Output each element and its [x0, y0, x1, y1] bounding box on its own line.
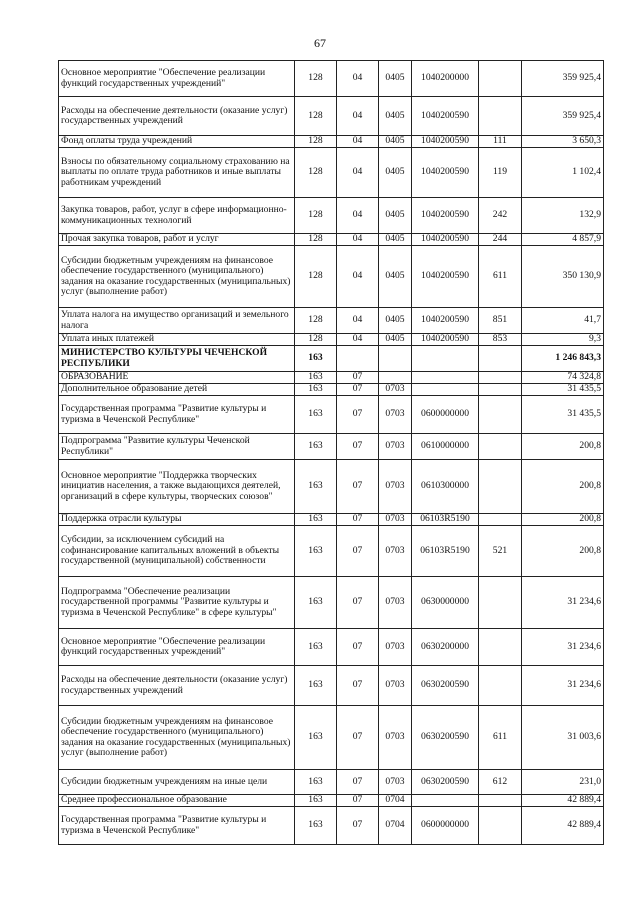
cell-ministry-code: 128: [295, 334, 337, 346]
cell-subsection: 0405: [379, 148, 412, 198]
cell-name: Государственная программа "Развитие культуры и туризма в Чеченской Республике": [59, 396, 295, 434]
cell-section: 07: [337, 807, 379, 845]
cell-ministry-code: 163: [295, 434, 337, 460]
cell-ministry-code: 163: [295, 629, 337, 666]
cell-subsection: [379, 372, 412, 384]
cell-amount: 74 324,8: [522, 372, 604, 384]
cell-section: 07: [337, 372, 379, 384]
cell-section: 04: [337, 234, 379, 246]
cell-name: Прочая закупка товаров, работ и услуг: [59, 234, 295, 246]
table-row: [59, 198, 604, 234]
cell-name: МИНИСТЕРСТВО КУЛЬТУРЫ ЧЕЧЕНСКОЙ РЕСПУБЛИКИ: [59, 346, 295, 372]
table-row: [59, 334, 604, 346]
cell-subsection: 0405: [379, 97, 412, 136]
cell-name: ОБРАЗОВАНИЕ: [59, 372, 295, 384]
cell-amount: 132,9: [522, 198, 604, 234]
table-row: [59, 372, 604, 384]
cell-target-article: 0600000000: [412, 807, 479, 845]
cell-name: Расходы на обеспечение деятельности (оказание услуг) государственных учреждений: [59, 97, 295, 136]
cell-amount: 359 925,4: [522, 97, 604, 136]
table-row: [59, 148, 604, 198]
table-row: [59, 666, 604, 706]
cell-subsection: 0405: [379, 198, 412, 234]
cell-expense-type: 612: [479, 770, 522, 795]
cell-section: 07: [337, 666, 379, 706]
cell-name: Основное мероприятие "Поддержка творческих инициатив населения, а также выдающихся деятелей, организаций в сфере культуры, творческих союзов": [59, 460, 295, 514]
cell-amount: 4 857,9: [522, 234, 604, 246]
cell-target-article: 1040200590: [412, 246, 479, 308]
cell-target-article: [412, 372, 479, 384]
cell-subsection: 0703: [379, 514, 412, 526]
cell-expense-type: [479, 372, 522, 384]
table-row: [59, 234, 604, 246]
cell-section: 04: [337, 61, 379, 97]
cell-expense-type: [479, 434, 522, 460]
cell-target-article: 0630200590: [412, 666, 479, 706]
cell-expense-type: 242: [479, 198, 522, 234]
cell-section: 07: [337, 629, 379, 666]
table-row: [59, 97, 604, 136]
cell-target-article: 1040200590: [412, 97, 479, 136]
cell-section: 07: [337, 706, 379, 770]
cell-ministry-code: 163: [295, 384, 337, 396]
cell-expense-type: 521: [479, 526, 522, 577]
cell-section: 04: [337, 334, 379, 346]
cell-name: Подпрограмма "Развитие культуры Чеченской Республики": [59, 434, 295, 460]
cell-amount: 9,3: [522, 334, 604, 346]
cell-target-article: 0630000000: [412, 577, 479, 629]
cell-ministry-code: 163: [295, 526, 337, 577]
cell-section: 04: [337, 198, 379, 234]
cell-section: 04: [337, 136, 379, 148]
table-row: [59, 346, 604, 372]
table-row: [59, 770, 604, 795]
cell-amount: 3 650,3: [522, 136, 604, 148]
cell-subsection: 0704: [379, 795, 412, 807]
cell-expense-type: [479, 396, 522, 434]
cell-ministry-code: 128: [295, 148, 337, 198]
cell-amount: 231,0: [522, 770, 604, 795]
cell-section: 07: [337, 434, 379, 460]
cell-target-article: 0610300000: [412, 460, 479, 514]
cell-amount: 31 234,6: [522, 629, 604, 666]
cell-name: Государственная программа "Развитие культуры и туризма в Чеченской Республике": [59, 807, 295, 845]
cell-amount: 1 102,4: [522, 148, 604, 198]
cell-section: 04: [337, 308, 379, 334]
cell-subsection: 0703: [379, 629, 412, 666]
cell-amount: 200,8: [522, 460, 604, 514]
cell-amount: 42 889,4: [522, 795, 604, 807]
table-row: [59, 795, 604, 807]
cell-subsection: 0703: [379, 577, 412, 629]
cell-expense-type: 853: [479, 334, 522, 346]
cell-ministry-code: 163: [295, 706, 337, 770]
cell-section: 07: [337, 396, 379, 434]
cell-target-article: 1040200000: [412, 61, 479, 97]
cell-subsection: 0703: [379, 384, 412, 396]
cell-target-article: 0600000000: [412, 396, 479, 434]
cell-subsection: 0703: [379, 460, 412, 514]
cell-target-article: 1040200590: [412, 334, 479, 346]
cell-name: Расходы на обеспечение деятельности (оказание услуг) государственных учреждений: [59, 666, 295, 706]
cell-expense-type: 111: [479, 136, 522, 148]
cell-section: 04: [337, 148, 379, 198]
cell-ministry-code: 163: [295, 346, 337, 372]
cell-name: Субсидии бюджетным учреждениям на финансовое обеспечение государственного (муниципального) задания на оказание государственных (муниципальных) услуг (выполнение работ): [59, 706, 295, 770]
cell-ministry-code: 163: [295, 795, 337, 807]
cell-amount: 42 889,4: [522, 807, 604, 845]
cell-subsection: 0703: [379, 526, 412, 577]
cell-expense-type: 851: [479, 308, 522, 334]
cell-expense-type: 611: [479, 706, 522, 770]
cell-name: Среднее профессиональное образование: [59, 795, 295, 807]
cell-ministry-code: 128: [295, 97, 337, 136]
cell-ministry-code: 163: [295, 396, 337, 434]
cell-target-article: [412, 346, 479, 372]
cell-target-article: [412, 384, 479, 396]
cell-subsection: 0405: [379, 61, 412, 97]
cell-name: Основное мероприятие "Обеспечение реализации функций государственных учреждений": [59, 629, 295, 666]
cell-section: 04: [337, 97, 379, 136]
cell-name: Фонд оплаты труда учреждений: [59, 136, 295, 148]
cell-section: 07: [337, 384, 379, 396]
cell-section: 07: [337, 577, 379, 629]
cell-subsection: 0405: [379, 334, 412, 346]
cell-subsection: 0703: [379, 434, 412, 460]
table-row: [59, 61, 604, 97]
cell-section: 07: [337, 514, 379, 526]
cell-amount: 359 925,4: [522, 61, 604, 97]
cell-section: 07: [337, 795, 379, 807]
cell-name: Субсидии бюджетным учреждениям на иные цели: [59, 770, 295, 795]
cell-subsection: 0704: [379, 807, 412, 845]
cell-amount: 1 246 843,3: [522, 346, 604, 372]
cell-target-article: 1040200590: [412, 308, 479, 334]
cell-expense-type: [479, 346, 522, 372]
cell-target-article: [412, 795, 479, 807]
cell-expense-type: [479, 795, 522, 807]
cell-target-article: 0630200590: [412, 706, 479, 770]
cell-target-article: 1040200590: [412, 198, 479, 234]
cell-expense-type: [479, 97, 522, 136]
cell-expense-type: [479, 460, 522, 514]
table-row: [59, 246, 604, 308]
cell-name: Субсидии бюджетным учреждениям на финансовое обеспечение государственного (муниципального) задания на оказание государственных (муниципальных) услуг (выполнение работ): [59, 246, 295, 308]
table-row: [59, 384, 604, 396]
table-row: [59, 136, 604, 148]
cell-amount: 41,7: [522, 308, 604, 334]
cell-amount: 31 003,6: [522, 706, 604, 770]
table-row: [59, 577, 604, 629]
table-row: [59, 629, 604, 666]
table-row: [59, 434, 604, 460]
cell-name: Уплата налога на имущество организаций и земельного налога: [59, 308, 295, 334]
cell-target-article: 06103R5190: [412, 526, 479, 577]
cell-ministry-code: 163: [295, 577, 337, 629]
cell-expense-type: [479, 384, 522, 396]
page-number: 67: [314, 36, 326, 50]
cell-target-article: 0630200590: [412, 770, 479, 795]
cell-amount: 31 234,6: [522, 577, 604, 629]
cell-expense-type: [479, 807, 522, 845]
cell-expense-type: [479, 514, 522, 526]
cell-subsection: [379, 346, 412, 372]
cell-name: Субсидии, за исключением субсидий на софинансирование капитальных вложений в объекты государственной (муниципальной) собственности: [59, 526, 295, 577]
cell-ministry-code: 128: [295, 136, 337, 148]
cell-target-article: 1040200590: [412, 234, 479, 246]
table-row: [59, 396, 604, 434]
cell-target-article: 06103R5190: [412, 514, 479, 526]
cell-ministry-code: 128: [295, 246, 337, 308]
cell-name: Подпрограмма "Обеспечение реализации государственной программы "Развитие культуры и туризма в Чеченской Республике" в сфере культуры": [59, 577, 295, 629]
cell-amount: 31 435,5: [522, 396, 604, 434]
table-row: [59, 807, 604, 845]
cell-amount: 31 435,5: [522, 384, 604, 396]
cell-expense-type: 244: [479, 234, 522, 246]
table-body: [59, 61, 604, 845]
cell-expense-type: 611: [479, 246, 522, 308]
budget-table: [58, 60, 604, 845]
cell-ministry-code: 163: [295, 807, 337, 845]
cell-expense-type: [479, 61, 522, 97]
cell-amount: 200,8: [522, 526, 604, 577]
table-row: [59, 526, 604, 577]
cell-expense-type: 119: [479, 148, 522, 198]
cell-ministry-code: 128: [295, 234, 337, 246]
cell-subsection: 0703: [379, 666, 412, 706]
cell-subsection: 0405: [379, 234, 412, 246]
cell-expense-type: [479, 666, 522, 706]
cell-subsection: 0703: [379, 770, 412, 795]
cell-name: Взносы по обязательному социальному страхованию на выплаты по оплате труда работников и иные выплаты работникам учреждений: [59, 148, 295, 198]
cell-expense-type: [479, 577, 522, 629]
cell-section: 07: [337, 460, 379, 514]
cell-subsection: 0703: [379, 396, 412, 434]
cell-name: Дополнительное образование детей: [59, 384, 295, 396]
cell-ministry-code: 128: [295, 61, 337, 97]
cell-expense-type: [479, 629, 522, 666]
cell-amount: 200,8: [522, 434, 604, 460]
cell-ministry-code: 128: [295, 198, 337, 234]
cell-section: 04: [337, 246, 379, 308]
cell-target-article: 1040200590: [412, 136, 479, 148]
cell-ministry-code: 163: [295, 514, 337, 526]
cell-section: 07: [337, 526, 379, 577]
cell-section: 07: [337, 770, 379, 795]
cell-subsection: 0405: [379, 246, 412, 308]
cell-amount: 350 130,9: [522, 246, 604, 308]
cell-ministry-code: 163: [295, 770, 337, 795]
cell-section: [337, 346, 379, 372]
cell-name: Основное мероприятие "Обеспечение реализации функций государственных учреждений": [59, 61, 295, 97]
cell-ministry-code: 128: [295, 308, 337, 334]
table-row: [59, 706, 604, 770]
cell-target-article: 1040200590: [412, 148, 479, 198]
cell-subsection: 0405: [379, 136, 412, 148]
cell-ministry-code: 163: [295, 460, 337, 514]
cell-ministry-code: 163: [295, 372, 337, 384]
cell-name: Поддержка отрасли культуры: [59, 514, 295, 526]
cell-amount: 200,8: [522, 514, 604, 526]
table-row: [59, 460, 604, 514]
cell-ministry-code: 163: [295, 666, 337, 706]
cell-target-article: 0630200000: [412, 629, 479, 666]
table-row: [59, 514, 604, 526]
cell-name: Закупка товаров, работ, услуг в сфере информационно-коммуникационных технологий: [59, 198, 295, 234]
cell-subsection: 0703: [379, 706, 412, 770]
cell-amount: 31 234,6: [522, 666, 604, 706]
cell-target-article: 0610000000: [412, 434, 479, 460]
cell-name: Уплата иных платежей: [59, 334, 295, 346]
table-row: [59, 308, 604, 334]
cell-subsection: 0405: [379, 308, 412, 334]
